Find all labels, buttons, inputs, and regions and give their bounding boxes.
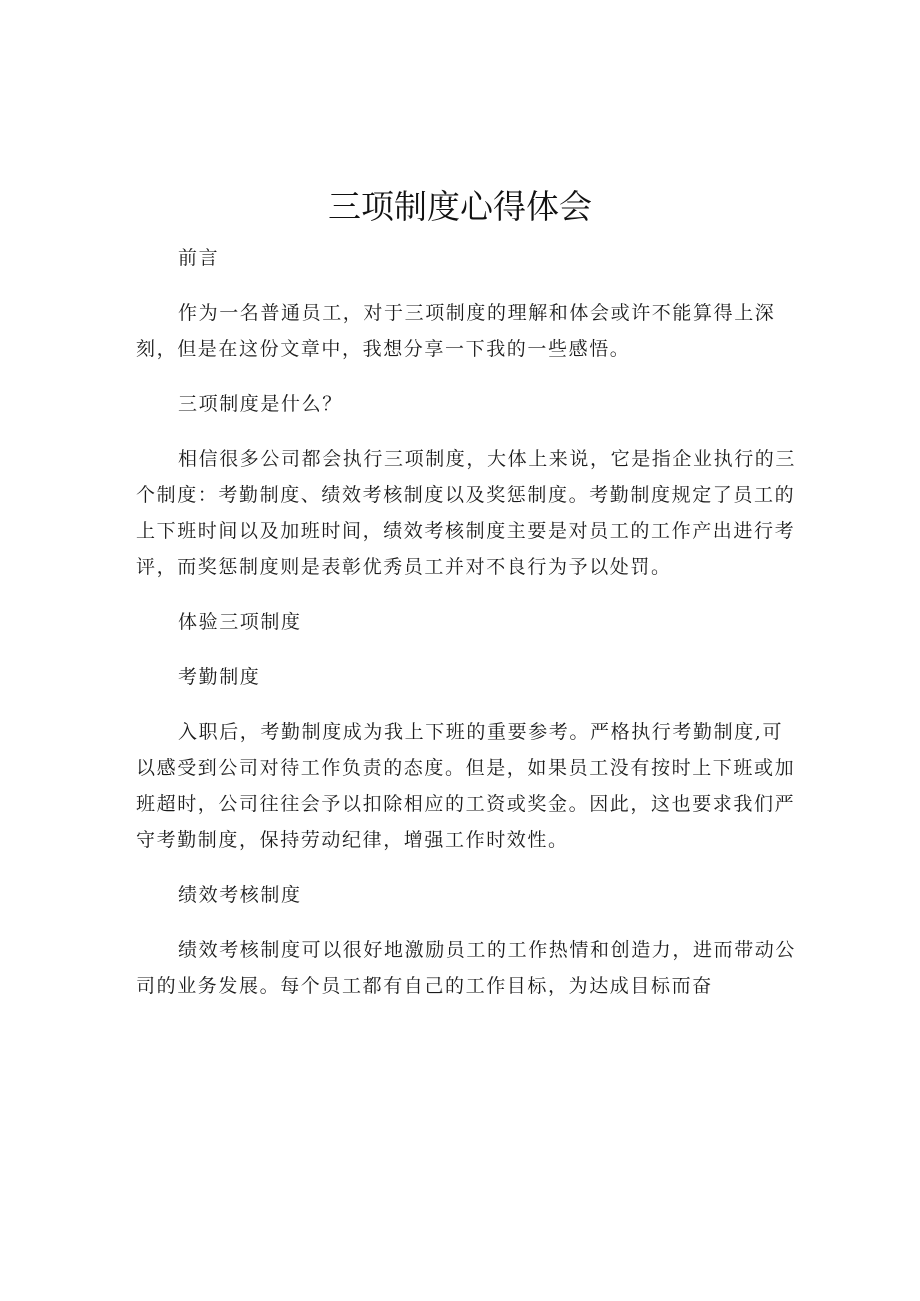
preface-paragraph: 作为一名普通员工，对于三项制度的理解和体会或许不能算得上深刻，但是在这份文章中，我想分享一下我的一些感悟。	[136, 302, 776, 360]
performance-heading: 绩效考核制度	[178, 884, 302, 906]
spacer	[136, 640, 796, 659]
spacer	[136, 858, 796, 877]
spacer	[136, 367, 796, 386]
preface-heading: 前言	[178, 247, 220, 269]
attendance-heading: 考勤制度	[178, 666, 261, 688]
spacer	[136, 695, 796, 714]
spacer	[136, 913, 796, 932]
document-title: 三项制度心得体会	[328, 187, 592, 226]
spacer	[136, 276, 796, 295]
what-paragraph: 相信很多公司都会执行三项制度，大体上来说，它是指企业执行的三个制度：考勤制度、绩效考核制度以及奖惩制度。考勤制度规定了员工的上下班时间以及加班时间，绩效考核制度主要是对员工的工作产出进行考评，而奖惩制度则是表彰优秀员工并对不良行为予以处罚。	[136, 448, 797, 578]
experience-heading: 体验三项制度	[178, 611, 302, 633]
attendance-paragraph: 入职后，考勤制度成为我上下班的重要参考。严格执行考勤制度,可以感受到公司对待工作负责的态度。但是，如果员工没有按时上下班或加班超时，公司往往会予以扣除相应的工资或奖金。因此，这也要求我们严守考勤制度，保持劳动纪律，增强工作时效性。	[136, 721, 796, 851]
spacer	[136, 422, 796, 441]
performance-paragraph: 绩效考核制度可以很好地激励员工的工作热情和创造力，进而带动公司的业务发展。每个员工都有自己的工作目标，为达成目标而奋	[136, 939, 797, 997]
what-heading: 三项制度是什么？	[178, 393, 343, 415]
document-body	[136, 240, 796, 1004]
spacer	[136, 585, 796, 604]
